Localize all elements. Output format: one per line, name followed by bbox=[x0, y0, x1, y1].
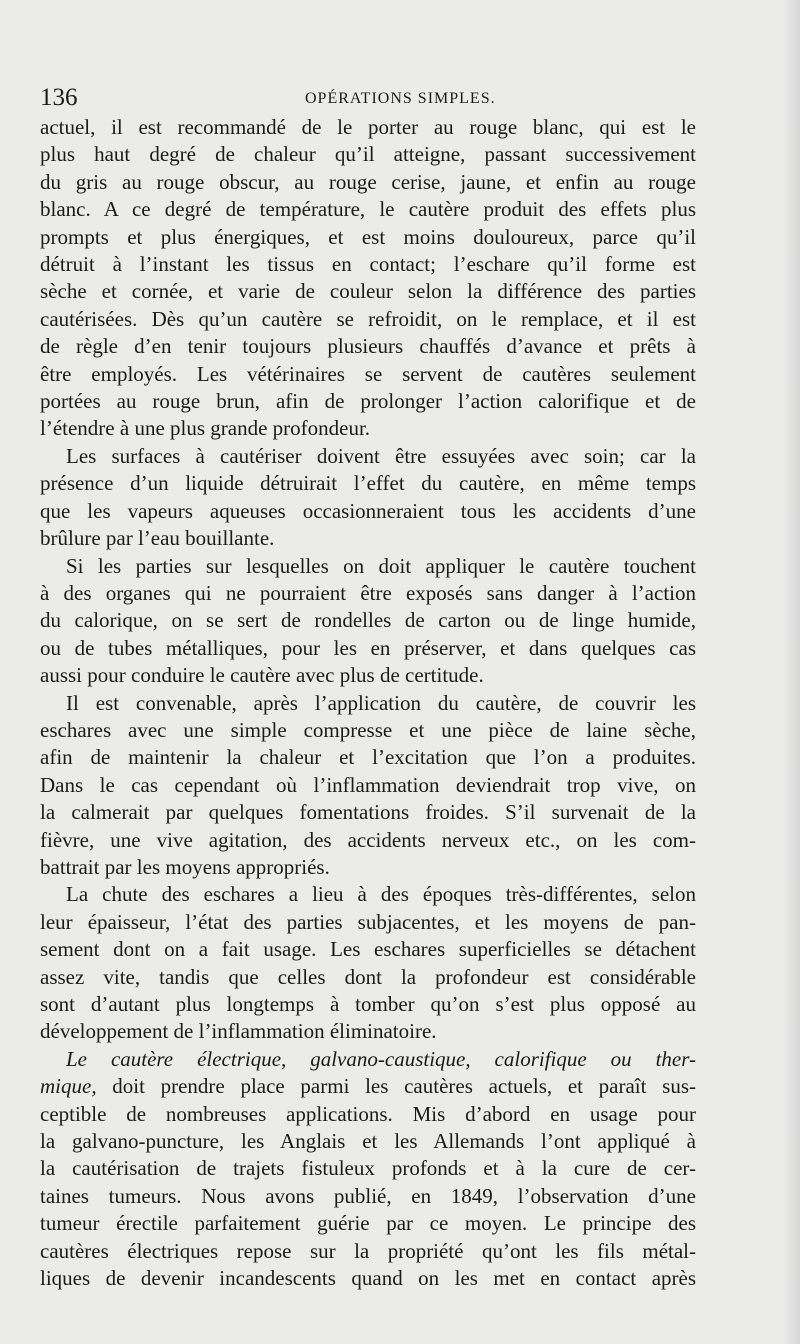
text-line: afin de maintenir la chaleur et l’excitation que l’on a produites. bbox=[40, 745, 696, 770]
text-line: sement dont on a fait usage. Les eschares superficielles se détachent bbox=[40, 937, 696, 962]
text-line: leur épaisseur, l’état des parties subjacentes, et les moyens de pan- bbox=[40, 909, 696, 934]
page-number: 136 bbox=[40, 84, 78, 111]
text-line: de règle d’en tenir toujours plusieurs chauffés d’avance et prêts à bbox=[40, 334, 696, 359]
text-line: développement de l’inflammation éliminatoire. bbox=[40, 1019, 437, 1044]
page-edge-shadow bbox=[782, 0, 800, 1344]
text-line: du calorique, on se sert de rondelles de carton ou de linge humide, bbox=[40, 608, 696, 633]
text-line: plus haut degré de chaleur qu’il atteigne, passant successivement bbox=[40, 142, 696, 167]
text-line: La chute des eschares a lieu à des époques très-différentes, selon bbox=[66, 882, 696, 907]
running-head bbox=[40, 84, 730, 116]
text-line: aussi pour conduire le cautère avec plus de certitude. bbox=[40, 663, 484, 688]
text-line: sont d’autant plus longtemps à tomber qu’on s’est plus opposé au bbox=[40, 992, 696, 1016]
text-line: actuel, il est recommandé de le porter au rouge blanc, qui est le bbox=[40, 115, 696, 139]
text-line: présence d’un liquide détruirait l’effet du cautère, en même temps bbox=[40, 471, 696, 496]
italic-term: Le cautère électrique, galvano-caustique, calorifique ou ther- bbox=[66, 1046, 696, 1071]
text-line: blanc. A ce degré de température, le cautère produit des effets plus bbox=[40, 197, 696, 222]
text-line: à des organes qui ne pourraient être exposés sans danger à l’action bbox=[40, 580, 696, 605]
text-line bbox=[40, 1046, 696, 1073]
italic-term: mique, bbox=[40, 1074, 97, 1099]
text-line: tumeur érectile parfaitement guérie par ce moyen. Le principe des bbox=[40, 1211, 696, 1236]
text-line: ceptible de nombreuses applications. Mis d’abord en usage pour bbox=[40, 1101, 696, 1126]
text-line: du gris au rouge obscur, au rouge cerise, jaune, et enfin au rouge bbox=[40, 169, 696, 194]
text-line: Il est convenable, après l’application du cautère, de couvrir les bbox=[66, 690, 696, 715]
text-line: eschares avec une simple compresse et une pièce de laine sèche, bbox=[40, 717, 696, 742]
text-line: la calmerait par quelques fomentations froides. S’il survenait de la bbox=[40, 800, 696, 825]
text-line: ou de tubes métalliques, pour les en préserver, et dans quelques cas bbox=[40, 635, 696, 660]
text-line: brûlure par l’eau bouillante. bbox=[40, 526, 275, 551]
text-line: liques de devenir incandescents quand on les met en contact après bbox=[40, 1266, 696, 1291]
text-line: la cautérisation de trajets fistuleux profonds et à la cure de cer- bbox=[40, 1156, 696, 1181]
text-line: Les surfaces à cautériser doivent être essuyées avec soin; car la bbox=[66, 443, 696, 468]
text-line: l’étendre à une plus grande profondeur. bbox=[40, 416, 371, 441]
running-title: OPÉRATIONS SIMPLES. bbox=[305, 90, 496, 107]
text-line: mique, doit prendre place parmi les cautères actuels, et paraît sus- bbox=[40, 1074, 696, 1099]
text-line: Dans le cas cependant où l’inflammation deviendrait trop vive, on bbox=[40, 772, 696, 797]
text-line: battrait par les moyens appropriés. bbox=[40, 854, 330, 879]
text-line: que les vapeurs aqueuses occasionneraient tous les accidents d’une bbox=[40, 498, 696, 523]
text-line: la galvano-puncture, les Anglais et les Allemands l’ont appliqué à bbox=[40, 1129, 696, 1154]
text-line: assez vite, tandis que celles dont la profondeur est considérable bbox=[40, 964, 696, 989]
text-line: cautères électriques repose sur la propriété qu’ont les fils métal- bbox=[40, 1238, 696, 1263]
text-line: être employés. Les vétérinaires se servent de cautères seulement bbox=[40, 361, 696, 386]
text-line: portées au rouge brun, afin de prolonger l’action calorifique et de bbox=[40, 389, 696, 414]
text-line: taines tumeurs. Nous avons publié, en 1849, l’observation d’une bbox=[40, 1183, 696, 1208]
text-line: prompts et plus énergiques, et est moins douloureux, parce qu’il bbox=[40, 224, 696, 249]
text-line: Si les parties sur lesquelles on doit appliquer le cautère touchent bbox=[66, 553, 696, 578]
text-line: sèche et cornée, et varie de couleur selon la différence des parties bbox=[40, 279, 696, 304]
text-line: cautérisées. Dès qu’un cautère se refroidit, on le remplace, et il est bbox=[40, 306, 696, 331]
text-line: détruit à l’instant les tissus en contact; l’eschare qu’il forme est bbox=[40, 252, 696, 277]
body-text bbox=[40, 114, 696, 1292]
text-line: fièvre, une vive agitation, des accidents nerveux etc., on les com- bbox=[40, 827, 696, 852]
